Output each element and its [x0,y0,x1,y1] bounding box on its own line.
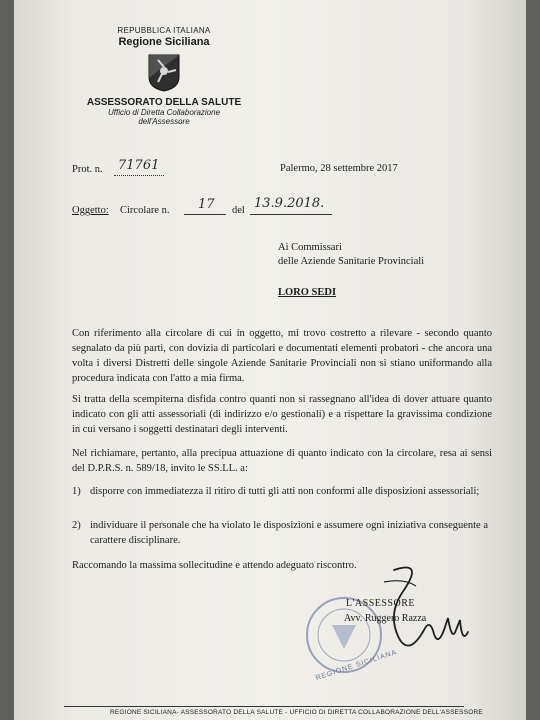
footer-rule [64,706,464,707]
circular-date-underline [250,214,332,215]
protocol-label: Prot. n. [72,164,103,175]
body-paragraph-1: Con riferimento alla circolare di cui in oggetto, mi trovo costretto a rilevare - secondo quanto segnalato da più parti, con dovizia di particolari e documentati elementi probatori - che ancora una volta i diversi Distretti delle singole Aziende Sanitarie Provinciali non si stiano uniformando alla procedura indicata con l'atto a mia firma. [72,328,492,384]
republic-heading: REPUBBLICA ITALIANA [117,26,211,35]
region-heading: Regione Siciliana [118,36,210,48]
office-line-2: dell'Assessore [138,117,190,126]
department-heading: ASSESSORATO DELLA SALUTE [86,97,242,108]
date-label: del [232,205,245,216]
office-line-1: Ufficio di Diretta Collaborazione [107,108,221,117]
list-item-number: 1) [72,486,81,497]
signatory-name: Avv. Ruggero Razza [344,613,427,624]
letter-page [14,0,526,720]
list-item-number: 2) [72,520,81,531]
signatory-title: L'ASSESSORE [346,598,415,609]
recipient-seat: LORO SEDI [278,287,337,298]
circular-number-underline [184,214,226,215]
trinacria-emblem-icon [146,52,182,92]
subject-label: Oggetto: [72,205,109,216]
closing-line: Raccomando la massima sollecitudine e attendo adeguato riscontro. [72,560,357,571]
list-item [72,484,492,499]
recipient-line-1: Ai Commissari [278,242,342,253]
place-date: Palermo, 28 settembre 2017 [280,163,398,174]
circular-number: 17 [198,197,215,212]
list-item-text: individuare il personale che ha violato le disposizioni e assumere ogni iniziativa conseguente a carattere disciplinare. [90,520,489,546]
handwritten-signature-icon [364,560,484,660]
list-item-text: disporre con immediatezza il ritiro di tutti gli atti non conformi alle disposizioni assessoriali; [90,486,480,497]
letterhead [14,26,314,126]
list-item [72,518,492,548]
circular-date: 13.9.2018. [254,196,325,211]
recipient-line-2: delle Aziende Sanitarie Provinciali [278,256,425,267]
protocol-underline [114,175,164,176]
protocol-number: 71761 [118,158,160,173]
body-paragraph-3: Nel richiamare, pertanto, alla precipua attuazione di quanto indicato con la circolare, resa ai sensi del D.P.R.S. n. 589/18, invito le SS.LL. a: [72,448,492,474]
body-paragraph-2: Si tratta della scempiterna disfida contro quanti non si rassegnano all'idea di dover attuare quanto indicato con gli atti assessoriali (di indirizzo e/o gestionali) e a rispettare la gravissima condizione in cui versano i soggetti destinatari degli interventi. [72,394,492,435]
stamp-text: REGIONE SICILIANA [315,649,399,682]
circular-label: Circolare n. [120,205,170,216]
footer-text: REGIONE SICILIANA- ASSESSORATO DELLA SALUTE - UFFICIO DI DIRETTA COLLABORAZIONE DELL'ASSESSORE [110,709,483,716]
